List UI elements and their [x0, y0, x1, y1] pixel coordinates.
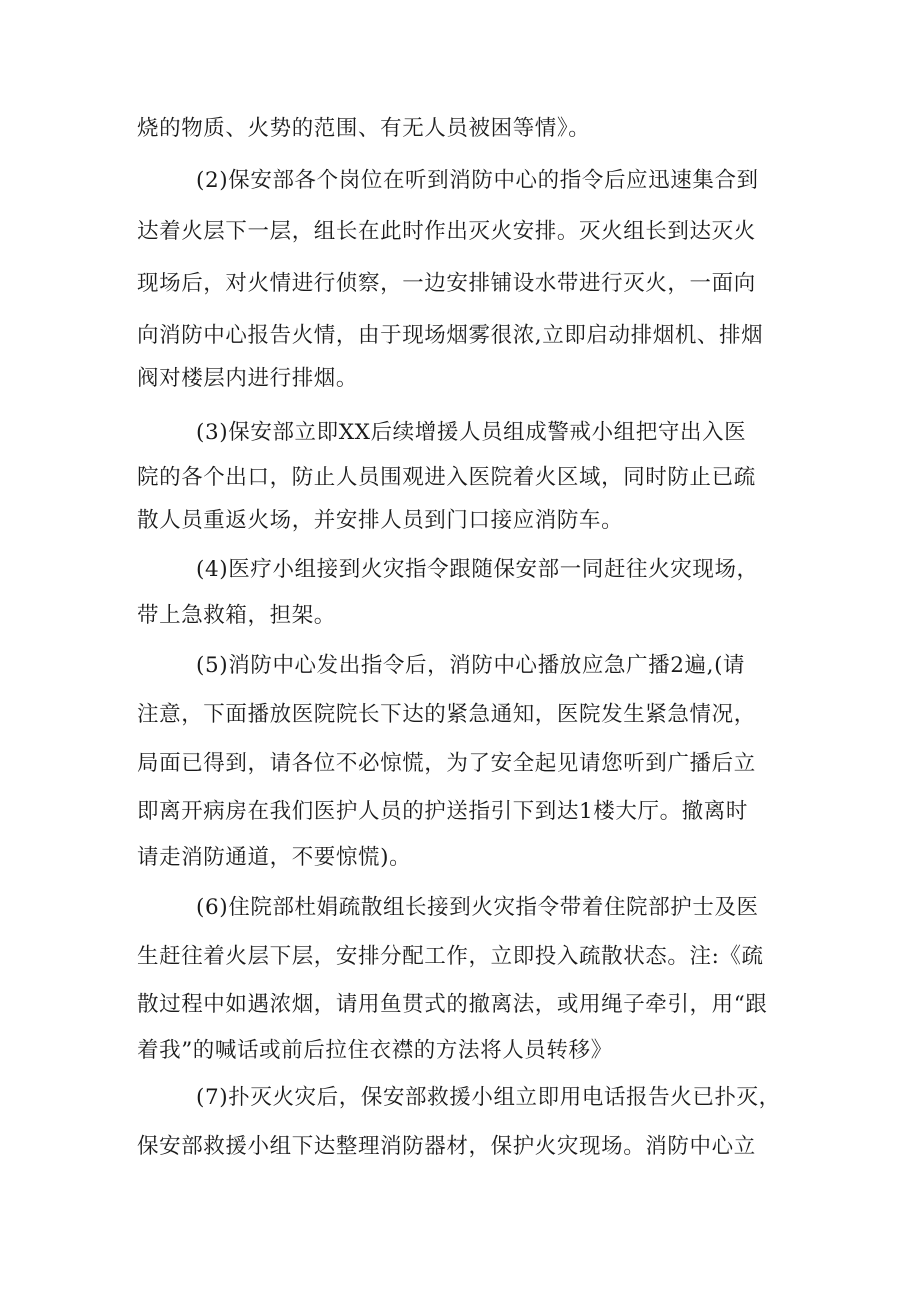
text-line: 现场后，对火情进行侦察，一边安排铺设水带进行灭火，一面向: [137, 271, 756, 296]
paragraph-5-start: (5)消防中心发出指令后，消防中心播放应急广播2遍,(请: [196, 653, 746, 678]
text-line: 即离开病房在我们医护人员的护送指引下到达1楼大厅。撤离时: [137, 799, 748, 824]
paragraph-7-start: (7)扑灭火灾后，保安部救援小组立即用电话报告火已扑灭，: [196, 1085, 781, 1110]
text-line: 着我”的喊话或前后拉住衣襟的方法将人员转移》: [137, 1038, 613, 1063]
text-line: 烧的物质、火势的范围、有无人员被困等情》。: [137, 116, 591, 141]
text-line: 达着火层下一层，组长在此时作出灭火安排。灭火组长到达灭火: [137, 219, 756, 244]
text-line: 向消防中心报告火情，由于现场烟雾很浓,立即启动排烟机、排烟: [137, 323, 764, 348]
text-line: 散人员重返火场，并安排人员到门口接应消防车。: [137, 508, 624, 533]
text-line: 阀对楼层内进行排烟。: [137, 366, 359, 391]
paragraph-6-start: (6)住院部杜娟疏散组长接到火灾指令带着住院部护士及医: [196, 895, 759, 920]
text-line: 生赶往着火层下层，安排分配工作，立即投入疏散状态。注:《疏: [137, 944, 764, 969]
paragraph-2-start: (2)保安部各个岗位在听到消防中心的指令后应迅速集合到: [196, 168, 759, 193]
text-line: 带上急救箱，担架。: [137, 603, 336, 628]
paragraph-4-start: (4)医疗小组接到火灾指令跟随保安部一同赶往火灾现场，: [196, 557, 759, 582]
text-line: 院的各个出口，防止人员围观进入医院着火区域，同时防止已疏: [137, 465, 756, 490]
text-line: 注意，下面播放医院院长下达的紧急通知，医院发生紧急情况，: [137, 702, 756, 727]
paragraph-3-start: (3)保安部立即XX后续增援人员组成警戒小组把守出入医: [196, 420, 747, 445]
text-line: 请走消防通道，不要惊慌)。: [137, 845, 412, 870]
text-line: 保安部救援小组下达整理消防器材，保护火灾现场。消防中心立: [137, 1134, 756, 1159]
text-line: 局面已得到，请各位不必惊慌，为了安全起见请您听到广播后立: [137, 751, 756, 776]
text-line: 散过程中如遇浓烟，请用鱼贯式的撤离法，或用绳子牵引，用“跟: [137, 992, 768, 1017]
